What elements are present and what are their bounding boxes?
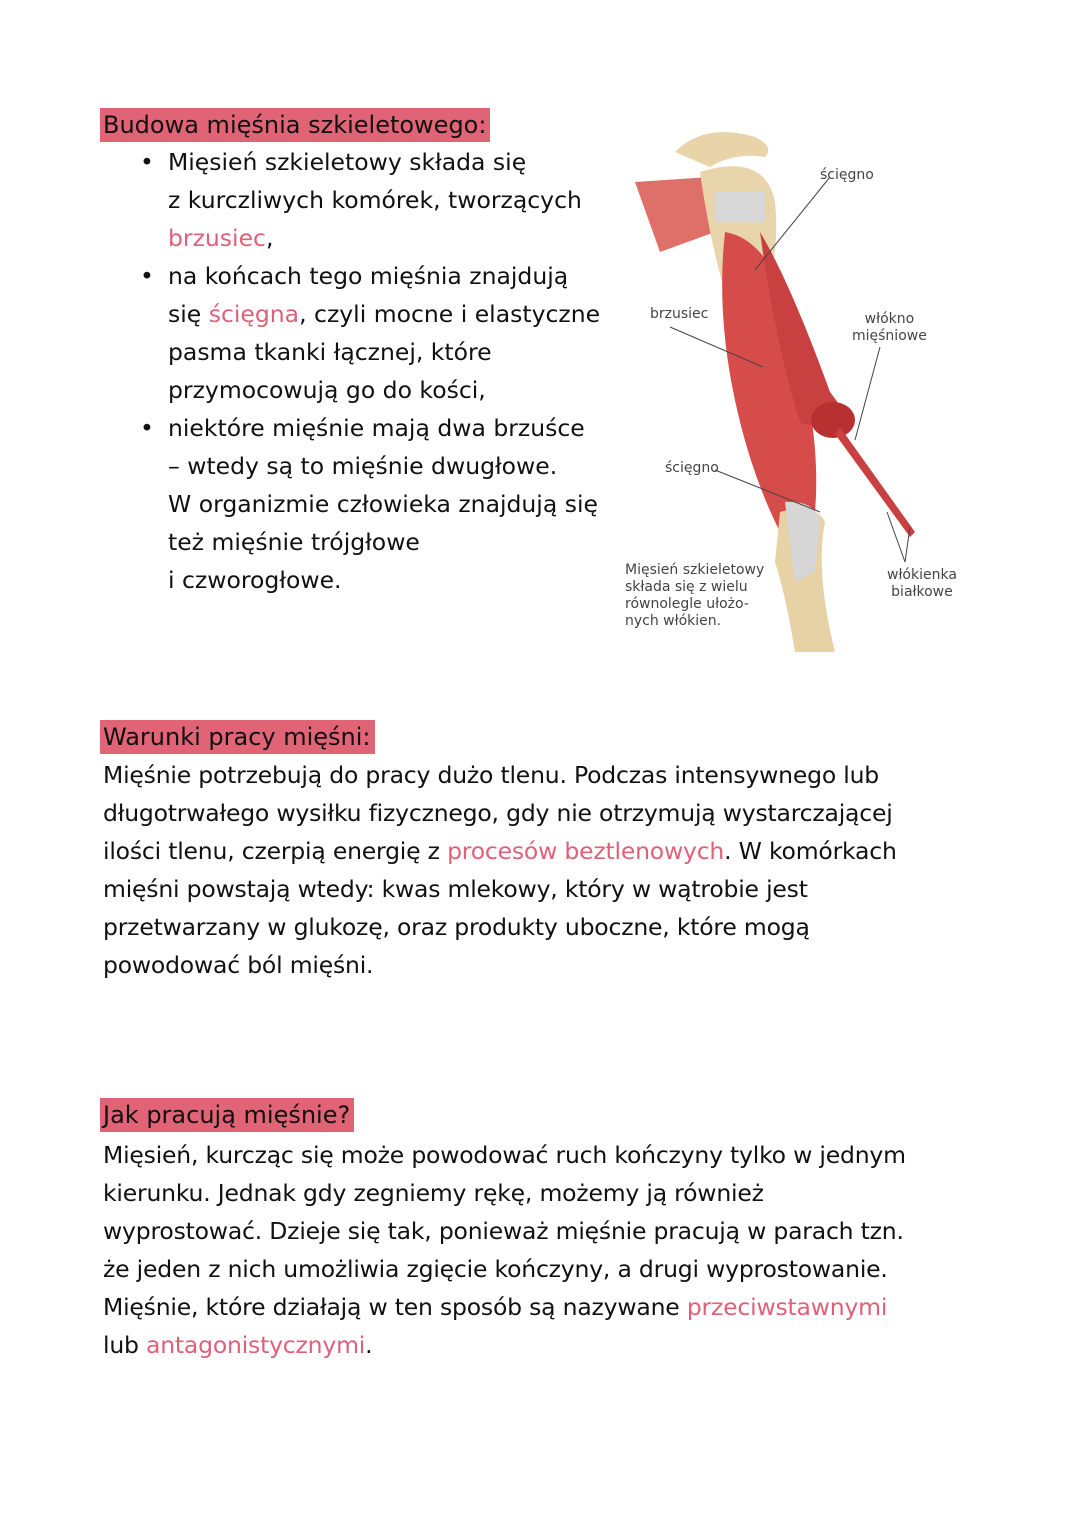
text-segment: pasma tkanki łącznej, które [168, 338, 492, 366]
label-belly: brzusiec [650, 306, 709, 322]
label-line: mięśniowe [852, 328, 927, 344]
text-line [168, 485, 600, 523]
text-line [168, 181, 600, 219]
muscle-structure-list [140, 143, 600, 599]
text-line [103, 1174, 906, 1212]
label-tendon-bottom: ścięgno [665, 460, 719, 476]
text-segment: mięśni powstają wtedy: kwas mlekowy, który w wątrobie jest [103, 875, 808, 903]
text-line [168, 295, 600, 333]
text-segment: wyprostować. Dzieje się tak, ponieważ mięśnie pracują w parach tzn. [103, 1217, 904, 1245]
section-heading-muscle-structure: Budowa mięśnia szkieletowego: [100, 108, 490, 142]
text-segment: długotrwałego wysiłku fizycznego, gdy nie otrzymują wystarczającej [103, 799, 893, 827]
bullet-dot-icon: • [140, 148, 154, 176]
text-segment: . W komórkach [724, 837, 897, 865]
label-line: włókienka [887, 567, 957, 583]
label-line: włókno [864, 311, 915, 327]
label-muscle-fiber [852, 311, 927, 345]
text-line [168, 333, 600, 371]
text-line [103, 1288, 906, 1326]
label-line: białkowe [891, 584, 953, 600]
bullet-dot-icon: • [140, 414, 154, 442]
caption-line: Mięsień szkieletowy [625, 562, 765, 578]
text-line [103, 908, 897, 946]
text-segment: , [265, 224, 274, 252]
text-segment: na końcach tego mięśnia znajdują [168, 262, 569, 290]
highlighted-term: antagonistycznymi [146, 1331, 366, 1359]
text-line [103, 870, 897, 908]
text-segment: przymocowują go do kości, [168, 376, 486, 404]
text-line [168, 257, 600, 295]
section-heading-how-muscles-work: Jak pracują mięśnie? [100, 1098, 354, 1132]
highlighted-term: brzusiec [168, 224, 266, 252]
text-segment: Mięsień szkieletowy składa się [168, 148, 527, 176]
text-segment: – wtedy są to mięśnie dwugłowe. [168, 452, 558, 480]
text-line [103, 1212, 906, 1250]
text-segment: W organizmie człowieka znajdują się [168, 490, 598, 518]
bullet-dot-icon: • [140, 262, 154, 290]
how-muscles-work-paragraph [103, 1136, 906, 1364]
text-line [168, 219, 600, 257]
section-heading-work-conditions: Warunki pracy mięśni: [100, 720, 375, 754]
text-segment: Mięsień, kurcząc się może powodować ruch kończyny tylko w jednym [103, 1141, 906, 1169]
text-line [168, 447, 600, 485]
text-segment: że jeden z nich umożliwia zgięcie kończyny, a drugi wyprostowanie. [103, 1255, 888, 1283]
label-protein-fibrils [887, 567, 957, 601]
text-segment: też mięśnie trójgłowe [168, 528, 420, 556]
bullet-item [140, 257, 600, 409]
text-line [103, 946, 897, 984]
text-line [168, 561, 600, 599]
text-line [168, 523, 600, 561]
text-line [103, 1250, 906, 1288]
bullet-item [140, 409, 600, 599]
label-tendon-top: ścięgno [820, 167, 874, 183]
caption-line: nych włókien. [625, 613, 722, 629]
text-segment: ilości tlenu, czerpią energię z [103, 837, 448, 865]
text-segment: z kurczliwych komórek, tworzących [168, 186, 582, 214]
text-line [168, 409, 600, 447]
text-segment: . [365, 1331, 373, 1359]
figure-caption [625, 562, 764, 630]
text-segment: Mięśnie potrzebują do pracy dużo tlenu. Podczas intensywnego lub [103, 761, 880, 789]
text-segment: i czworogłowe. [168, 566, 342, 594]
text-line [103, 794, 897, 832]
work-conditions-paragraph [103, 756, 897, 984]
highlighted-term: przeciwstawnymi [686, 1293, 888, 1321]
text-line [168, 143, 600, 181]
text-line [103, 1326, 906, 1364]
highlighted-term: ścięgna [208, 300, 300, 328]
text-segment: kierunku. Jednak gdy zegniemy rękę, możemy ją również [103, 1179, 764, 1207]
caption-line: składa się z wielu [625, 579, 748, 595]
text-segment: Mięśnie, które działają w ten sposób są nazywane [103, 1293, 687, 1321]
text-segment: przetwarzany w glukozę, oraz produkty uboczne, które mogą [103, 913, 810, 941]
text-segment: niektóre mięśnie mają dwa brzuśce [168, 414, 585, 442]
highlighted-term: procesów beztlenowych [447, 837, 725, 865]
text-segment: lub [103, 1331, 147, 1359]
text-segment: powodować ból mięśni. [103, 951, 374, 979]
text-line [168, 371, 600, 409]
text-line [103, 1136, 906, 1174]
caption-line: równolegle ułożo- [625, 596, 749, 612]
text-line [103, 756, 897, 794]
text-segment: się [168, 300, 209, 328]
text-segment: , czyli mocne i elastyczne [299, 300, 601, 328]
bullet-item [140, 143, 600, 257]
text-line [103, 832, 897, 870]
arm-muscle-illustration [615, 122, 970, 662]
